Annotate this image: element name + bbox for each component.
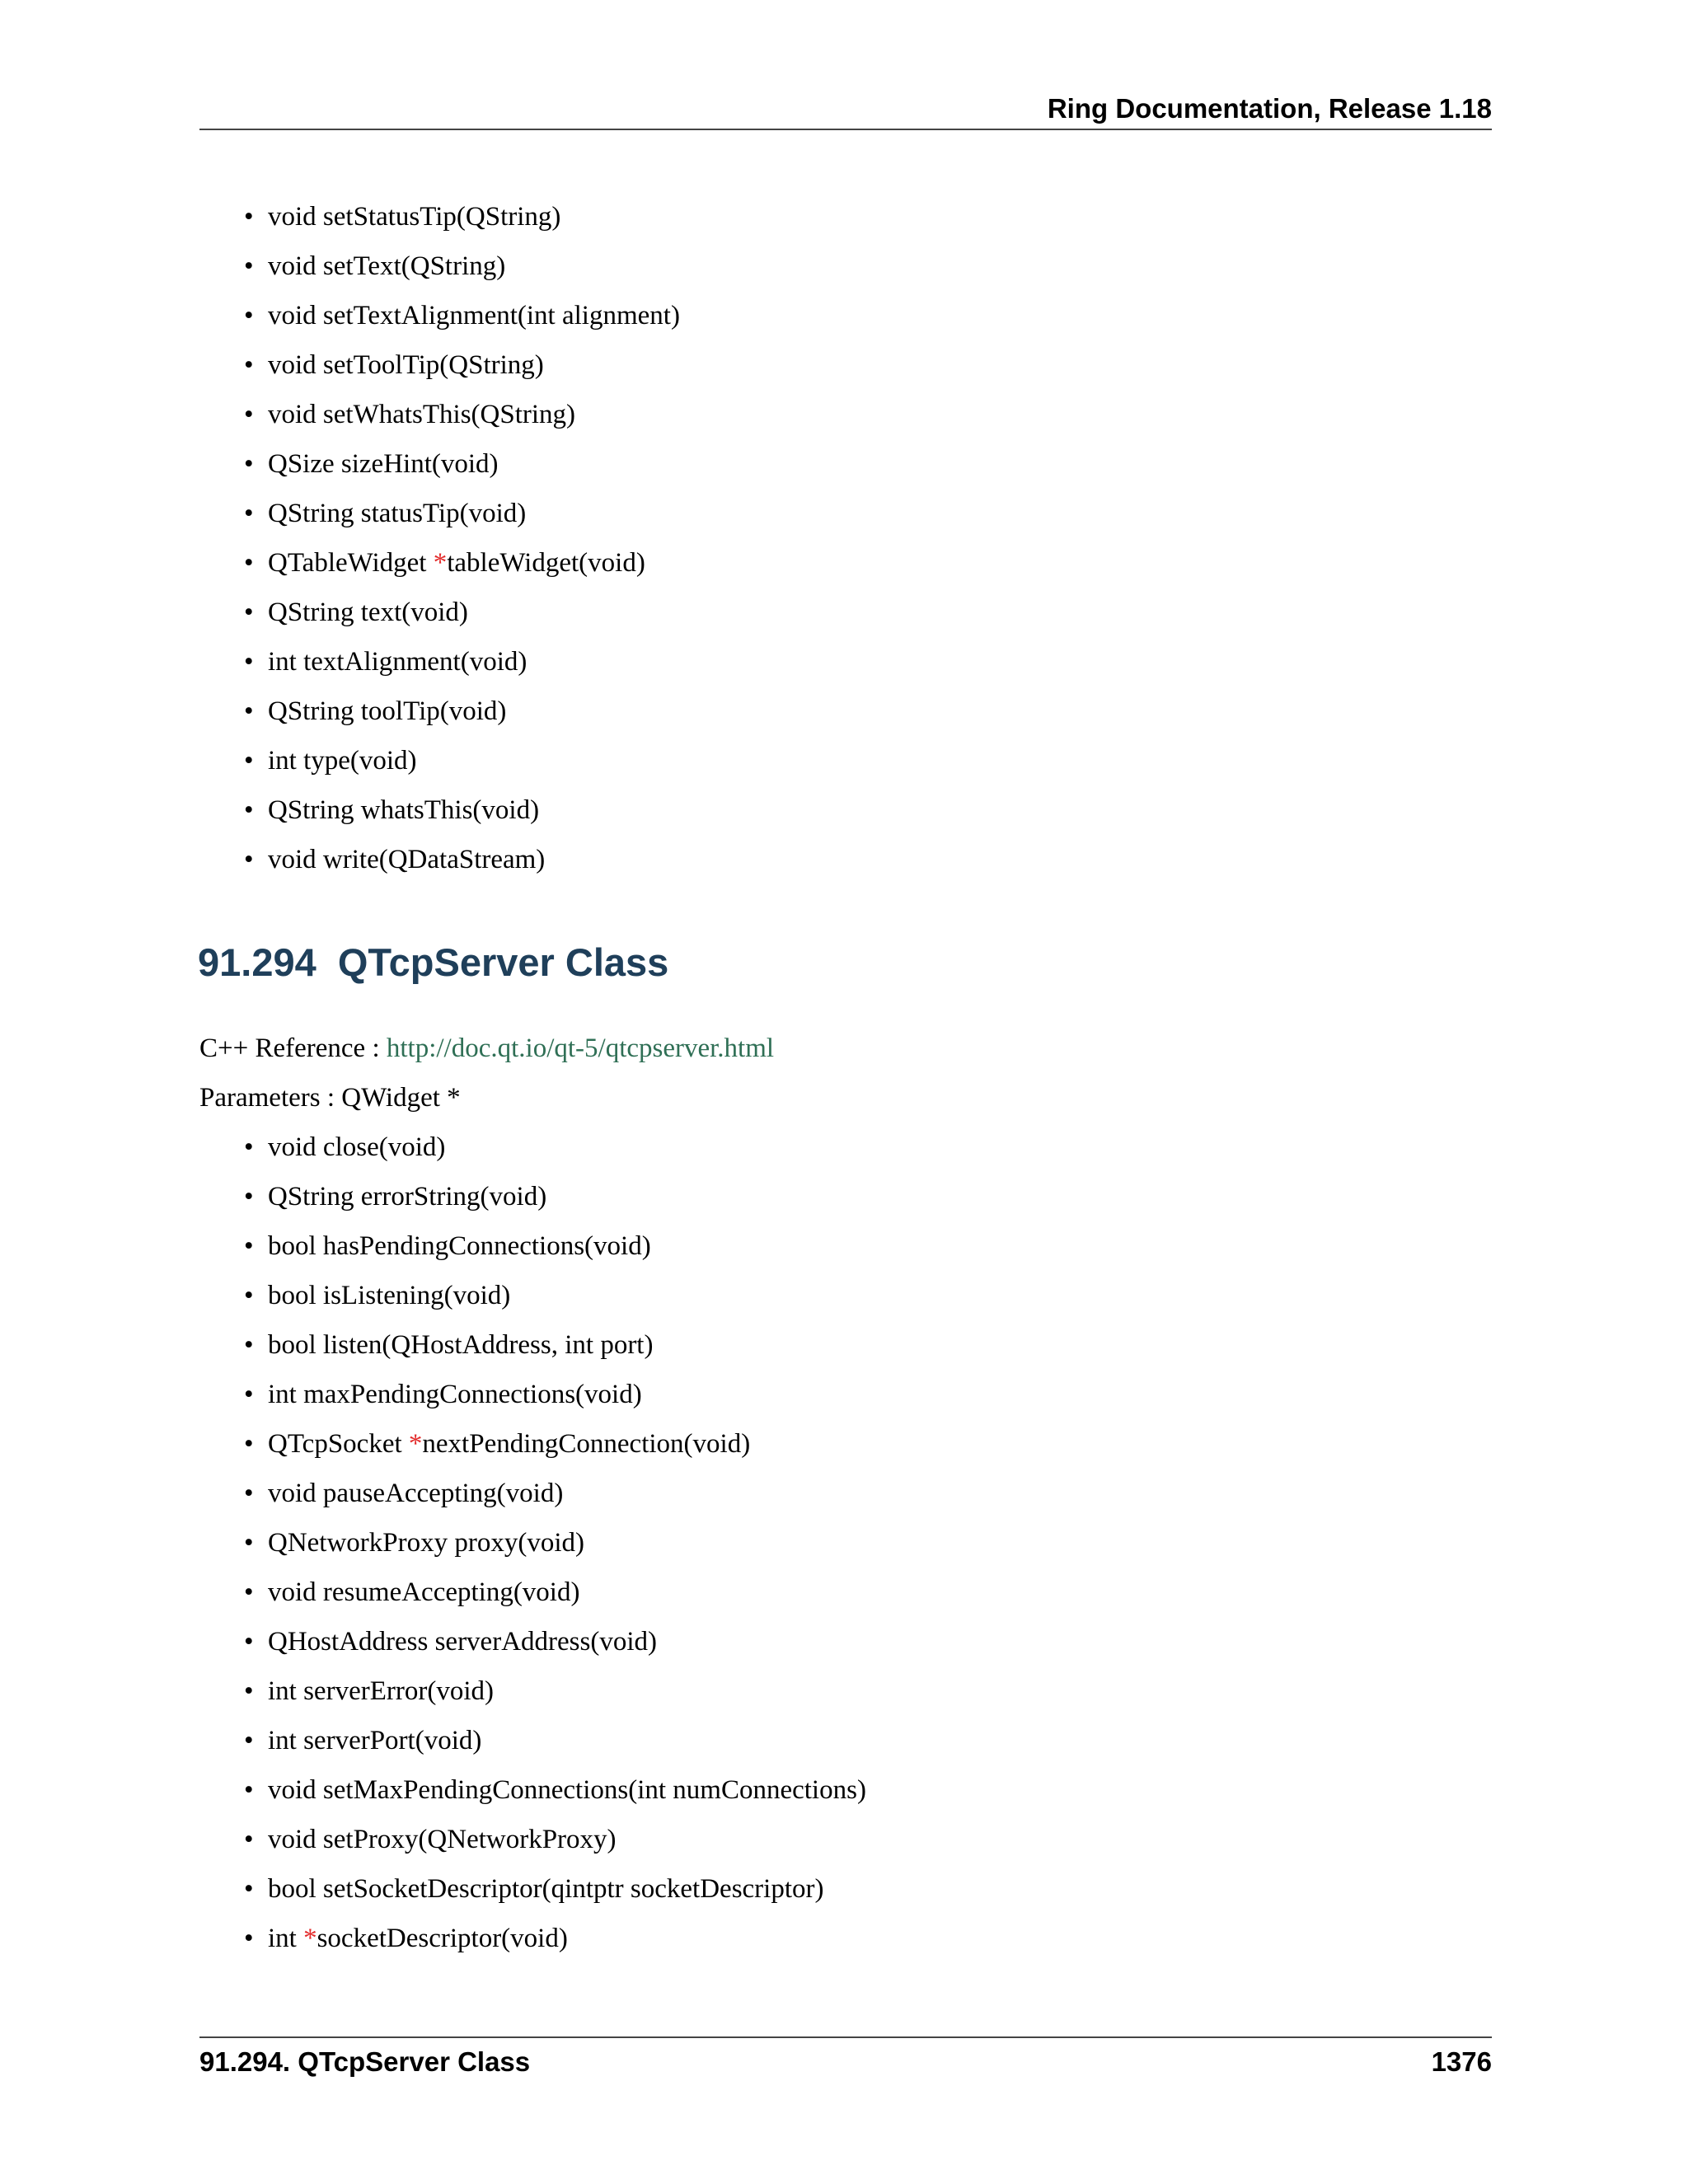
bullet-icon: • xyxy=(244,1132,254,1162)
list-item xyxy=(244,588,680,637)
parameters: Parameters : QWidget * xyxy=(199,1083,461,1113)
cpp-reference xyxy=(199,1024,774,1073)
method-signature: QSize sizeHint(void) xyxy=(268,449,499,479)
method-signature: void resumeAccepting(void) xyxy=(268,1577,580,1607)
section-heading: 91.294 QTcpServer Class xyxy=(198,940,669,984)
bullet-icon: • xyxy=(244,647,254,677)
method-signature: void setWhatsThis(QString) xyxy=(268,400,576,429)
list-item xyxy=(244,1122,866,1172)
list-item xyxy=(244,1370,866,1419)
method-signature: QString text(void) xyxy=(268,598,468,627)
list-item xyxy=(244,736,680,785)
method-signature: void write(QDataStream) xyxy=(268,845,546,874)
bullet-icon: • xyxy=(244,499,254,528)
bullet-icon: • xyxy=(244,1330,254,1360)
method-signature-rest: socketDescriptor(void) xyxy=(316,1924,568,1953)
method-signature: bool listen(QHostAddress, int port) xyxy=(268,1330,654,1360)
method-signature: void setMaxPendingConnections(int numConnections) xyxy=(268,1775,866,1805)
method-signature: bool isListening(void) xyxy=(268,1281,511,1310)
bullet-icon: • xyxy=(244,795,254,825)
list-item xyxy=(244,390,680,439)
pointer-asterisk: * xyxy=(408,1429,423,1459)
list-item xyxy=(244,1320,866,1370)
list-item xyxy=(244,1765,866,1815)
method-signature: QString whatsThis(void) xyxy=(268,795,540,825)
cpp-reference-link[interactable]: http://doc.qt.io/qt-5/qtcpserver.html xyxy=(386,1033,775,1063)
list-item xyxy=(244,538,680,588)
list-item xyxy=(244,241,680,291)
method-list-previous xyxy=(244,192,680,884)
list-item xyxy=(244,637,680,687)
bullet-icon: • xyxy=(244,1676,254,1706)
list-item xyxy=(244,1617,866,1666)
method-signature-rest: tableWidget(void) xyxy=(447,548,645,578)
method-signature: QTableWidget xyxy=(268,548,434,578)
bullet-icon: • xyxy=(244,1627,254,1657)
list-item xyxy=(244,1568,866,1617)
list-item xyxy=(244,1172,866,1221)
method-signature: QHostAddress serverAddress(void) xyxy=(268,1627,657,1657)
method-signature: QNetworkProxy proxy(void) xyxy=(268,1528,585,1558)
bullet-icon: • xyxy=(244,202,254,232)
list-item xyxy=(244,1716,866,1765)
method-signature: void setProxy(QNetworkProxy) xyxy=(268,1825,617,1854)
method-signature: bool setSocketDescriptor(qintptr socketDescriptor) xyxy=(268,1874,824,1904)
footer-section: 91.294. QTcpServer Class xyxy=(199,2046,531,2077)
bullet-icon: • xyxy=(244,301,254,330)
bullet-icon: • xyxy=(244,1577,254,1607)
list-item xyxy=(244,1864,866,1914)
footer-rule xyxy=(199,2036,1492,2038)
method-signature-rest: nextPendingConnection(void) xyxy=(422,1429,751,1459)
list-item xyxy=(244,785,680,835)
method-signature: QString statusTip(void) xyxy=(268,499,527,528)
bullet-icon: • xyxy=(244,746,254,776)
pointer-asterisk: * xyxy=(303,1924,317,1953)
bullet-icon: • xyxy=(244,1874,254,1904)
list-item xyxy=(244,1221,866,1271)
method-signature: void setText(QString) xyxy=(268,251,506,281)
running-header: Ring Documentation, Release 1.18 xyxy=(1047,93,1492,124)
list-item xyxy=(244,1666,866,1716)
method-signature: int maxPendingConnections(void) xyxy=(268,1380,642,1409)
method-signature: void setStatusTip(QString) xyxy=(268,202,561,232)
list-item xyxy=(244,1419,866,1469)
list-item xyxy=(244,1914,866,1963)
bullet-icon: • xyxy=(244,696,254,726)
list-item xyxy=(244,291,680,340)
bullet-icon: • xyxy=(244,548,254,578)
method-signature: int serverError(void) xyxy=(268,1676,494,1706)
page-number: 1376 xyxy=(1431,2046,1492,2077)
cpp-reference-label: C++ Reference : xyxy=(199,1033,387,1063)
list-item xyxy=(244,489,680,538)
bullet-icon: • xyxy=(244,400,254,429)
bullet-icon: • xyxy=(244,1182,254,1212)
bullet-icon: • xyxy=(244,251,254,281)
list-item xyxy=(244,340,680,390)
method-signature: int type(void) xyxy=(268,746,417,776)
bullet-icon: • xyxy=(244,1429,254,1459)
method-signature: int serverPort(void) xyxy=(268,1726,482,1755)
bullet-icon: • xyxy=(244,350,254,380)
method-signature: void pauseAccepting(void) xyxy=(268,1479,564,1508)
bullet-icon: • xyxy=(244,845,254,874)
list-item xyxy=(244,192,680,241)
method-signature: int textAlignment(void) xyxy=(268,647,528,677)
list-item xyxy=(244,687,680,736)
pointer-asterisk: * xyxy=(433,548,448,578)
method-signature: void setToolTip(QString) xyxy=(268,350,544,380)
list-item xyxy=(244,439,680,489)
bullet-icon: • xyxy=(244,1726,254,1755)
bullet-icon: • xyxy=(244,1825,254,1854)
method-signature: QString errorString(void) xyxy=(268,1182,547,1212)
bullet-icon: • xyxy=(244,1231,254,1261)
bullet-icon: • xyxy=(244,1924,254,1953)
bullet-icon: • xyxy=(244,1380,254,1409)
method-signature: QTcpSocket xyxy=(268,1429,409,1459)
method-list-qtcpserver xyxy=(244,1122,866,1963)
header-rule xyxy=(199,129,1492,130)
bullet-icon: • xyxy=(244,1479,254,1508)
list-item xyxy=(244,1815,866,1864)
method-signature: bool hasPendingConnections(void) xyxy=(268,1231,651,1261)
method-signature: void setTextAlignment(int alignment) xyxy=(268,301,680,330)
list-item xyxy=(244,1469,866,1518)
list-item xyxy=(244,835,680,884)
list-item xyxy=(244,1518,866,1568)
bullet-icon: • xyxy=(244,1528,254,1558)
list-item xyxy=(244,1271,866,1320)
method-signature: QString toolTip(void) xyxy=(268,696,507,726)
method-signature: void close(void) xyxy=(268,1132,446,1162)
bullet-icon: • xyxy=(244,449,254,479)
bullet-icon: • xyxy=(244,1775,254,1805)
method-signature: int xyxy=(268,1924,304,1953)
bullet-icon: • xyxy=(244,598,254,627)
bullet-icon: • xyxy=(244,1281,254,1310)
